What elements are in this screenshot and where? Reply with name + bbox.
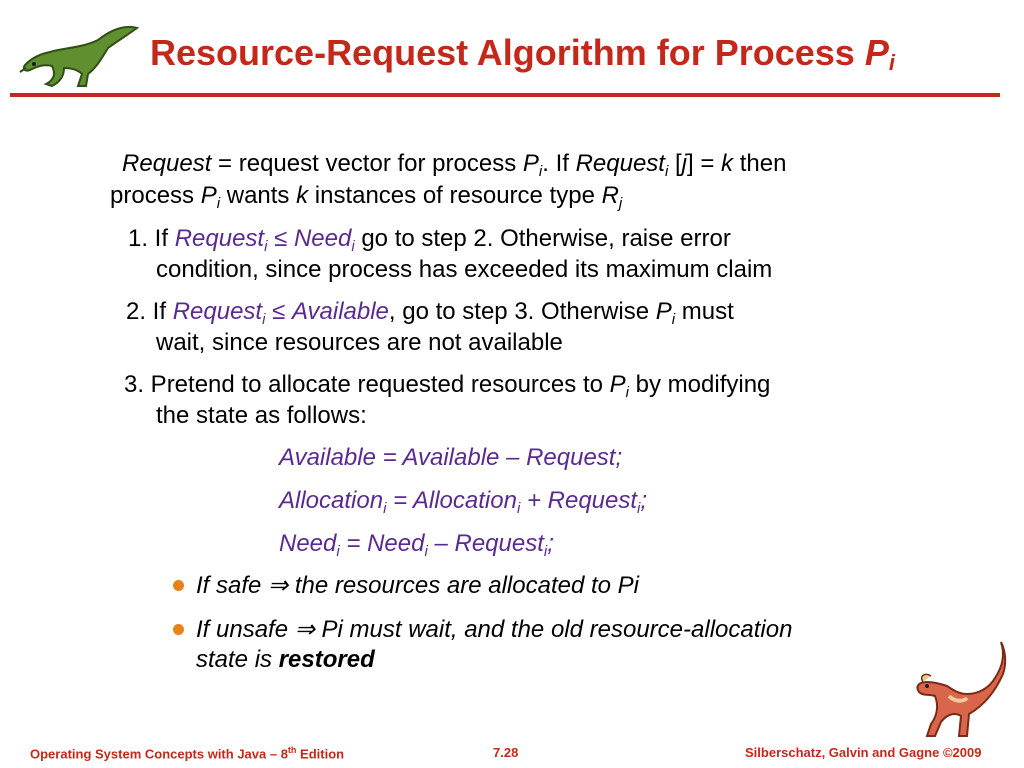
bullet-unsafe-line-2: state is restored [196, 646, 375, 673]
footer-slide-number: 7.28 [493, 745, 519, 760]
title-underline [10, 93, 1000, 97]
step-1-line-1: 1. If Request$_i$ ≤ Need$_i$ go to step 2. Otherwise, raise error [128, 225, 731, 255]
intro-line-2: process $P_i$ wants k instances of resource type $R_j$ [110, 182, 623, 212]
footer-book-title: Operating System Concepts with Java – 8th Edition [30, 745, 345, 762]
bullet-safe: If safe ⇒ the resources are allocated to Pi [196, 572, 640, 599]
bullet-icon [173, 624, 184, 635]
bullet-unsafe-line-1: If unsafe ⇒ Pi must wait, and the old resource-allocation [196, 616, 793, 643]
equation-need: Need$_i$ = Need$_i$ – Request$_i$; [279, 530, 554, 560]
dinosaur-logo-icon [12, 18, 142, 90]
slide-title: Resource-Request Algorithm for Process $P_i$ [150, 32, 895, 75]
step-1-line-2: condition, since process has exceeded its maximum claim [156, 256, 773, 283]
dinosaur-illustration-icon [905, 636, 1015, 744]
intro-line-1: Request = request vector for process $P_i$. If Request$_i$ [j] = k then [122, 150, 787, 180]
equation-allocation: Allocation$_i$ = Allocation$_i$ + Request$_i$; [279, 487, 648, 517]
step-2-line-2: wait, since resources are not available [156, 329, 563, 356]
bullet-icon [173, 580, 184, 591]
step-3-line-2: the state as follows: [156, 402, 367, 429]
equation-available: Available = Available – Request; [279, 444, 623, 471]
step-2-line-1: 2. If Request$_i$ ≤ Available, go to step 3. Otherwise $P_i$ must [126, 298, 734, 328]
footer-authors: Silberschatz, Galvin and Gagne ©2009 [745, 745, 982, 760]
step-3-line-1: 3. Pretend to allocate requested resources to $P_i$ by modifying [124, 371, 771, 401]
